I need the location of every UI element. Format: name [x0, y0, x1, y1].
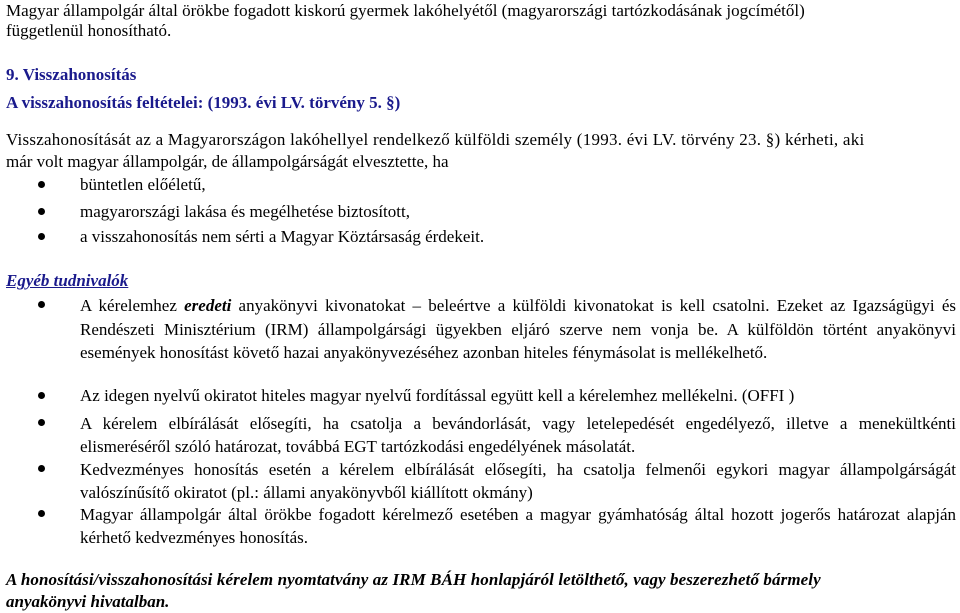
conditions-title: A visszahonosítás feltételei: (1993. évi LV. törvény 5. §) — [6, 93, 401, 112]
bullet-icon — [38, 181, 45, 188]
footer-note-line-2: anyakönyvi hivatalban. — [6, 592, 170, 611]
bullet-icon — [38, 301, 45, 308]
section-heading: 9. Visszahonosítás — [6, 65, 137, 84]
bullet-icon — [38, 419, 45, 426]
condition-item: a visszahonosítás nem sérti a Magyar Köztársaság érdekeit. — [80, 227, 485, 246]
bullet-icon — [38, 510, 45, 517]
condition-item: magyarországi lakása és megélhetése biztosított, — [80, 202, 410, 221]
other-info-item: Az idegen nyelvű okiratot hiteles magyar nyelvű fordítással együtt kell a kérelemhez mellékelni. (OFFI ) — [80, 386, 795, 405]
condition-item: büntetlen előéletű, — [80, 175, 206, 194]
intro-line-2: függetlenül honosítható. — [6, 21, 172, 40]
other-info-heading: Egyéb tudnivalók — [6, 271, 129, 290]
emphasis-text: eredeti — [184, 296, 232, 315]
other-info-item: Magyar állampolgár által örökbe fogadott kérelmező esetében a magyar gyámhatóság által hozott jogerős határozat alapján kérhető kedvezményes honosítás. — [80, 505, 956, 547]
other-info-item: A kérelem elbírálását elősegíti, ha csatolja a bevándorlását, vagy letelepedését engedélyező, illetve a menekültkénti elismeréséről szóló határozat, továbbá EGT tartózkodási engedélyének másolatát. — [80, 414, 956, 456]
item-text: A kérelemhez — [80, 296, 185, 315]
bullet-icon — [38, 392, 45, 399]
bullet-icon — [38, 208, 45, 215]
section-paragraph-line-2: már volt magyar állampolgár, de állampolgárságát elvesztette, ha — [6, 152, 449, 171]
intro-line-1: Magyar állampolgár által örökbe fogadott kiskorú gyermek lakóhelyétől (magyarországi tartózkodásának jogcímétől) — [6, 1, 805, 20]
section-paragraph-line-1: Visszahonosítását az a Magyarországon lakóhellyel rendelkező külföldi személy (1993. évi LV. törvény 23. §) kérheti, aki — [6, 130, 865, 149]
other-info-item: Kedvezményes honosítás esetén a kérelem elbírálását elősegíti, ha csatolja felmenői egykori magyar állampolgárságát valószínűsítő okiratot (pl.: állami anyakönyvből kiállított okmány) — [80, 460, 956, 502]
item-text: anyakönyvi kivonatokat – beleértve a külföldi kivonatokat is kell csatolni. Ezeket az Igazságügyi és Rendészeti Minisztérium (IRM) állampolgársági ügyekben eljáró szerve nem vonja be. A külföldön történt anyakönyvi események honosítást követő hazai anyakönyvezéséhez azonban hiteles fénymásolat is mellékelhető. — [80, 296, 956, 362]
other-info-item — [80, 294, 956, 365]
bullet-icon — [38, 233, 45, 240]
footer-note-line-1: A honosítási/visszahonosítási kérelem nyomtatvány az IRM BÁH honlapjáról letölthető, vagy beszerezhető bármely — [6, 570, 821, 589]
bullet-icon — [38, 465, 45, 472]
